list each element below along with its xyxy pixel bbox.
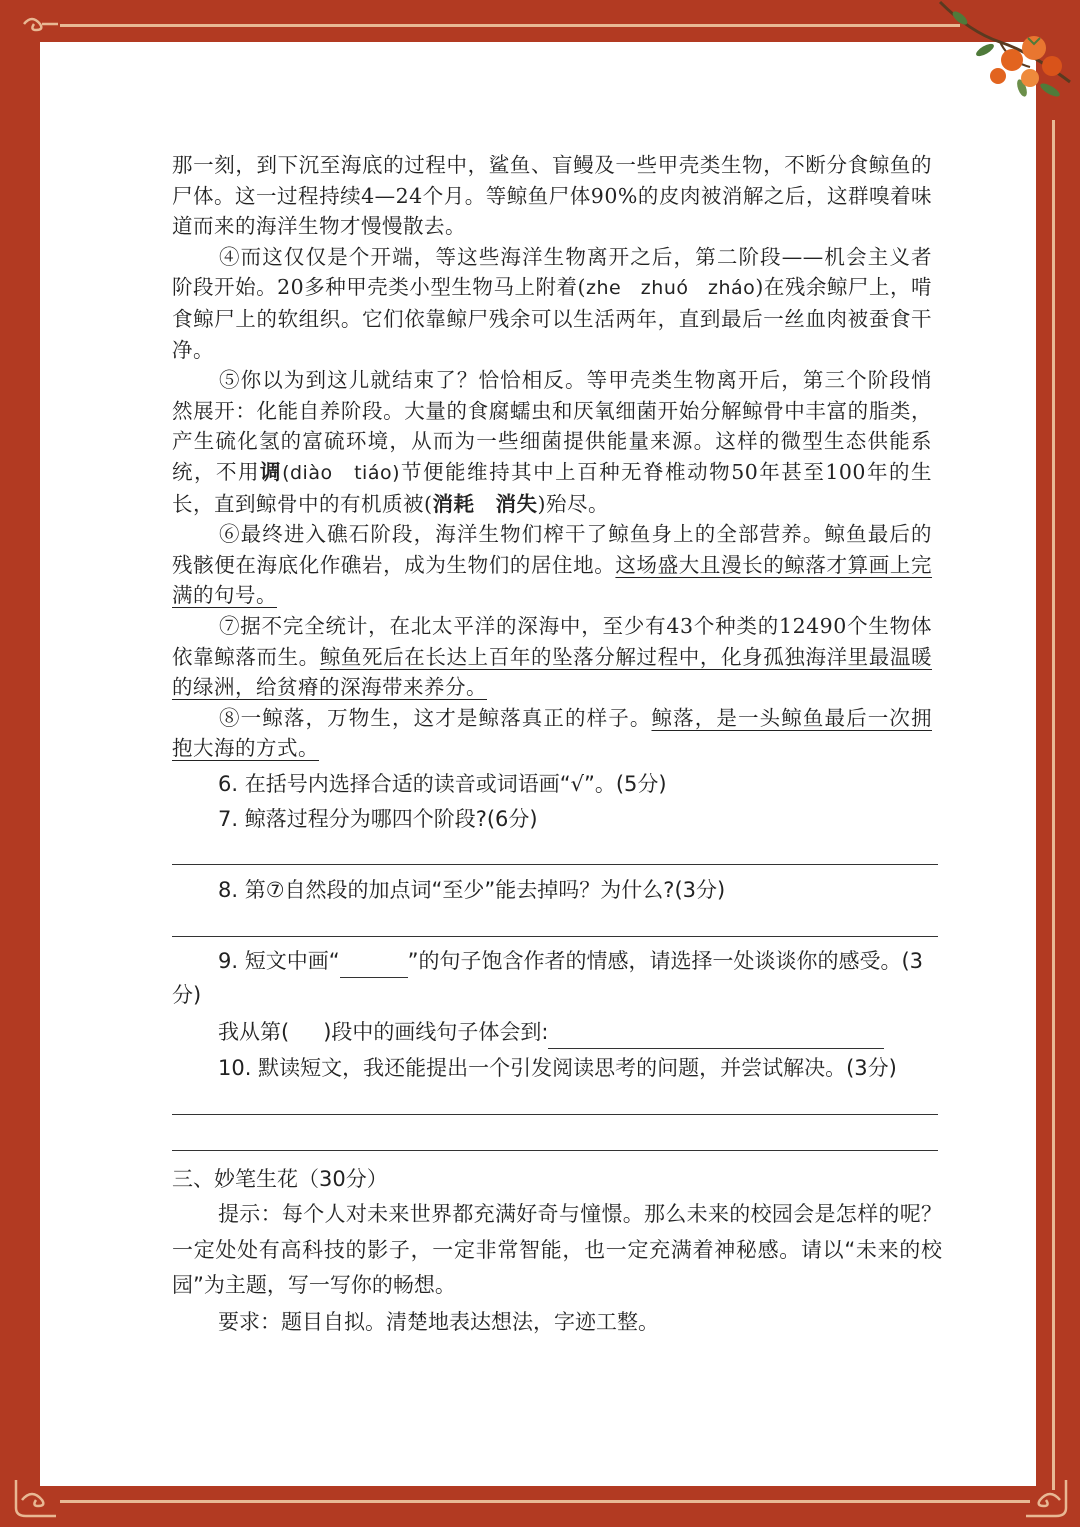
underlined-sentence: 这场盛大且漫长的鲸落才算画上完满的句号。 (172, 552, 933, 608)
right-border-line (1052, 120, 1055, 1490)
answer-line-q10-1[interactable] (172, 1114, 938, 1115)
passage-paragraph-5: ⑤你以为到这儿就结束了？恰恰相反。等甲壳类生物离开后，第三个阶段悄然展开：化能自养阶段。大量的食腐蠕虫和厌氧细菌开始分解鲸骨中丰富的脂类，产生硫化氢的富硫环境，从而为一些细菌提供能量来源。这样的微型生态供能系统，不用调(diào tiáo)节便能维持其中上百种无脊椎动物50年甚至100年的生长，直到鲸骨中的有机质被(消耗 消失)殆尽。 (172, 368, 932, 516)
passage-paragraph-8: ⑧一鲸落，万物生，这才是鲸落真正的样子。鲸落，是一头鲸鱼最后一次拥抱大海的方式。 (172, 705, 932, 761)
passage-paragraph-7: ⑦据不完全统计，在北太平洋的深海中，至少有43个种类的12490个生物体依靠鲸落而生。鲸鱼死后在长达上百年的坠落分解过程中，化身孤独海洋里最温暖的绿洲，给贫瘠的深海带来养分。 (172, 613, 933, 700)
paragraph-number-blank[interactable] (289, 1025, 323, 1049)
question-9-prompt: 我从第( )段中的画线句子体会到: (218, 1015, 938, 1049)
answer-line-q7[interactable] (172, 864, 938, 865)
persimmon-branch-icon (930, 0, 1080, 120)
question-7: 7. 鲸落过程分为哪四个阶段?(6分) (218, 807, 538, 831)
word-choice[interactable]: 消耗 消失 (432, 491, 538, 516)
top-border-line (60, 24, 960, 27)
answer-line-q10-2[interactable] (172, 1150, 938, 1151)
underline-symbol-blank (340, 953, 408, 978)
reading-passage (172, 150, 932, 764)
passage-paragraph-4: ④而这仅仅是个开端，等这些海洋生物离开之后，第二阶段——机会主义者阶段开始。20多种甲壳类小型生物马上附着(zhe zhuó zháo)在残余鲸尸上，啃食鲸尸上的软组织。它们依靠鲸尸残余可以生活两年，直到最后一丝血肉被蚕食干净。 (172, 244, 932, 362)
question-6: 6. 在括号内选择合适的读音或词语画“√”。(5分) (218, 772, 667, 796)
underlined-sentence: 鲸鱼死后在长达上百年的坠落分解过程中，化身孤独海洋里最温暖的绿洲，给贫瘠的深海带来养分。 (172, 644, 933, 700)
question-8: 8. 第⑦自然段的加点词“至少”能去掉吗？为什么?(3分) (218, 878, 726, 902)
section-3-requirement: 要求：题目自拟。清楚地表达想法，字迹工整。 (218, 1310, 659, 1334)
passage-paragraph-6: ⑥最终进入礁石阶段，海洋生物们榨干了鲸鱼身上的全部营养。鲸鱼最后的残骸便在海底化作礁岩，成为生物们的居住地。这场盛大且漫长的鲸落才算画上完满的句号。 (172, 522, 933, 608)
answer-line-q9[interactable] (548, 1024, 884, 1049)
pinyin-choice[interactable]: (diào tiáo) (282, 461, 401, 484)
passage-paragraph-3-end: 那一刻，到下沉至海底的过程中，鲨鱼、盲鳗及一些甲壳类生物，不断分食鲸鱼的尸体。这一过程持续4—24个月。等鲸鱼尸体90%的皮肉被消解之后，这群嗅着味道而来的海洋生物才慢慢散去。 (172, 153, 932, 239)
underlined-sentence: 鲸落，是一头鲸鱼最后一次拥抱大海的方式。 (172, 705, 932, 761)
section-3-tip: 提示：每个人对未来世界都充满好奇与憧憬。那么未来的校园会是怎样的呢？一定处处有高科技的影子，一定非常智能，也一定充满着神秘感。请以“未来的校园”为主题，写一写你的畅想。 (172, 1202, 942, 1297)
bottom-border-line (60, 1500, 1030, 1503)
question-9: 9. 短文中画“ ”的句子饱含作者的情感，请选择一处谈谈你的感受。(3分) (172, 949, 924, 1007)
dotted-word: 调 (260, 459, 283, 484)
swirl-ornament-icon (20, 10, 60, 34)
answer-line-q8[interactable] (172, 936, 938, 937)
question-10: 10. 默读短文，我还能提出一个引发阅读思考的问题，并尝试解决。(3分) (218, 1056, 897, 1080)
section-3-title: 三、妙笔生花（30分） (172, 1167, 388, 1191)
pinyin-choice[interactable]: zhe zhuó zháo (586, 277, 756, 300)
